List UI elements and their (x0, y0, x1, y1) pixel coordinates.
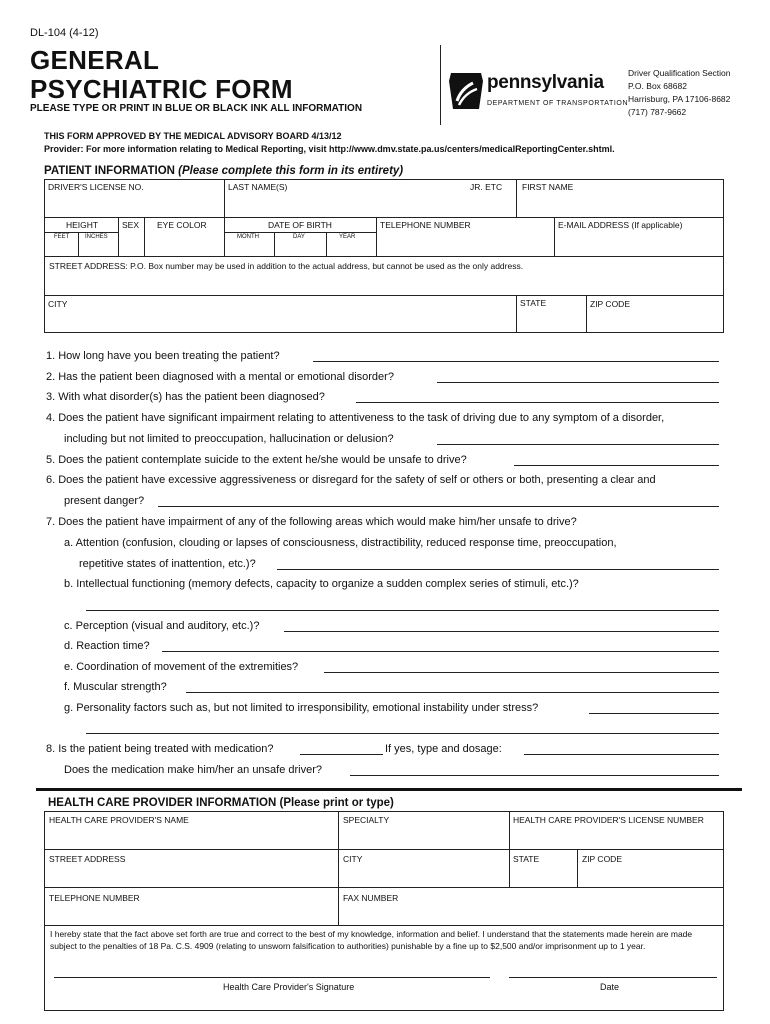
form-title-line1: GENERAL (30, 45, 160, 75)
question-2: 2. Has the patient been diagnosed with a mental or emotional disorder? (46, 371, 394, 383)
pa-logo-name: pennsylvania (487, 72, 604, 93)
question-7a-line1: a. Attention (confusion, clouding or lapses of consciousness, distractibility, reduced response time, preoccupation, (64, 537, 617, 549)
answer-line-3[interactable] (356, 402, 719, 403)
provider-fax-field[interactable]: FAX NUMBER (343, 893, 399, 903)
date-label: Date (600, 982, 620, 992)
provider-zip-field[interactable]: ZIP CODE (582, 854, 622, 864)
street-address-field[interactable]: STREET ADDRESS: P.O. Box number may be used in addition to the actual address, but cannot be used as the only address. (49, 261, 524, 271)
signature-label: Health Care Provider's Signature (223, 982, 355, 992)
attestation-statement: I hereby state that the fact above set forth are true and correct to the best of my knowledge, information and belief. I understand that the statements made herein are made subject to the penalties of 18 Pa. C.S. 4909 (relating to unsworn falsification to authorities) punishable by a fine up to $2,500 and/or imprisonment up to 1 year. (50, 929, 693, 951)
question-6-line2: present danger? (64, 495, 145, 507)
answer-line-6[interactable] (158, 506, 719, 507)
question-7e: e. Coordination of movement of the extremities? (64, 661, 299, 673)
license-number-field[interactable]: HEALTH CARE PROVIDER'S LICENSE NUMBER (513, 815, 704, 825)
address-line-1: Driver Qualification Section (628, 68, 731, 78)
first-name-field[interactable]: FIRST NAME (522, 182, 574, 192)
email-field[interactable]: E-MAIL ADDRESS (If applicable) (558, 220, 683, 230)
address-line-3: Harrisburg, PA 17106-8682 (628, 94, 731, 104)
provider-city-field[interactable]: CITY (343, 854, 363, 864)
question-7d: d. Reaction time? (64, 640, 150, 652)
question-3: 3. With what disorder(s) has the patient been diagnosed? (46, 391, 325, 403)
approval-note: THIS FORM APPROVED BY THE MEDICAL ADVISORY BOARD 4/13/12 (44, 131, 342, 141)
provider-name-field[interactable]: HEALTH CARE PROVIDER'S NAME (49, 815, 189, 825)
question-8-dosage: If yes, type and dosage: (385, 743, 502, 755)
provider-info-grid (44, 811, 724, 1011)
answer-line-8-medication[interactable] (300, 754, 383, 755)
answer-line-7d[interactable] (162, 651, 719, 652)
question-7c: c. Perception (visual and auditory, etc.)? (64, 620, 260, 632)
form-subtitle: PLEASE TYPE OR PRINT IN BLUE OR BLACK INK ALL INFORMATION (30, 103, 363, 114)
answer-line-8-unsafe[interactable] (350, 775, 719, 776)
specialty-field[interactable]: SPECIALTY (343, 815, 390, 825)
height-feet-field[interactable]: FEET (54, 234, 70, 240)
answer-line-7g[interactable] (589, 713, 719, 714)
form-number: DL-104 (4-12) (30, 27, 99, 39)
dob-year-field[interactable]: YEAR (339, 234, 356, 240)
answer-line-7b[interactable] (86, 610, 719, 611)
question-6-line1: 6. Does the patient have excessive aggressiveness or disregard for the safety of self or others or both, presenting a clear and (46, 474, 656, 486)
answer-line-7f[interactable] (186, 692, 719, 693)
question-4-line1: 4. Does the patient have significant impairment relating to attentiveness to the task of driving due to any symptom of a disorder, (46, 412, 665, 424)
answer-line-5[interactable] (514, 465, 719, 466)
answer-line-7a[interactable] (277, 569, 719, 570)
answer-line-7e[interactable] (324, 672, 719, 673)
telephone-field[interactable]: TELEPHONE NUMBER (380, 220, 471, 230)
answer-line-4[interactable] (437, 444, 719, 445)
answer-line-1[interactable] (313, 361, 719, 362)
header-divider (440, 45, 441, 125)
zip-field[interactable]: ZIP CODE (590, 299, 630, 309)
dob-label: DATE OF BIRTH (268, 220, 332, 230)
date-line[interactable] (509, 977, 717, 978)
dob-day-field[interactable]: DAY (293, 234, 305, 240)
question-8-unsafe: Does the medication make him/her an unsafe driver? (64, 764, 323, 776)
drivers-license-field[interactable]: DRIVER'S LICENSE NO. (48, 182, 144, 192)
question-7a-line2: repetitive states of inattention, etc.)? (79, 558, 256, 570)
jr-etc-field[interactable]: JR. ETC (470, 182, 503, 192)
form-title-line2: PSYCHIATRIC FORM (30, 74, 293, 104)
city-field[interactable]: CITY (48, 299, 68, 309)
question-4-line2: including but not limited to preoccupation, hallucination or delusion? (64, 433, 394, 445)
question-7g: g. Personality factors such as, but not limited to irresponsibility, emotional instability under stress? (64, 702, 539, 714)
answer-line-7c[interactable] (284, 631, 719, 632)
provider-section-title: HEALTH CARE PROVIDER INFORMATION (Please print or type) (48, 797, 394, 809)
dob-month-field[interactable]: MONTH (237, 234, 259, 240)
patient-section-title: PATIENT INFORMATION (Please complete this form in its entirety) (44, 165, 404, 177)
pa-logo-dept: DEPARTMENT OF TRANSPORTATION (487, 100, 629, 107)
question-7: 7. Does the patient have impairment of any of the following areas which would make him/her unsafe to drive? (46, 516, 577, 528)
height-label: HEIGHT (66, 220, 99, 230)
provider-street-field[interactable]: STREET ADDRESS (49, 854, 126, 864)
question-1: 1. How long have you been treating the patient? (46, 350, 280, 362)
eye-color-field[interactable]: EYE COLOR (157, 220, 207, 230)
address-line-2: P.O. Box 68682 (628, 81, 687, 91)
last-name-field[interactable]: LAST NAME(S) (228, 182, 288, 192)
question-7f: f. Muscular strength? (64, 681, 167, 693)
signature-line[interactable] (54, 977, 490, 978)
answer-line-8-dosage[interactable] (524, 754, 719, 755)
sex-field[interactable]: SEX (122, 220, 140, 230)
provider-telephone-field[interactable]: TELEPHONE NUMBER (49, 893, 140, 903)
question-5: 5. Does the patient contemplate suicide to the extent he/she would be unsafe to drive? (46, 454, 467, 466)
provider-note: Provider: For more information relating to Medical Reporting, visit http://www.dmv.state.pa.us/centers/medicalReportingCenter.shtml. (44, 144, 615, 154)
address-line-4: (717) 787-9662 (628, 107, 687, 117)
section-divider (36, 788, 742, 791)
answer-line-2[interactable] (437, 382, 719, 383)
question-8: 8. Is the patient being treated with medication? (46, 743, 274, 755)
state-field[interactable]: STATE (520, 298, 547, 308)
question-7b: b. Intellectual functioning (memory defects, capacity to organize a sudden complex series of stimuli, etc.)? (64, 578, 579, 590)
keystone-logo-icon (447, 71, 485, 111)
answer-line-7g-2[interactable] (86, 733, 719, 734)
provider-state-field[interactable]: STATE (513, 854, 540, 864)
height-inches-field[interactable]: INCHES (85, 234, 108, 240)
